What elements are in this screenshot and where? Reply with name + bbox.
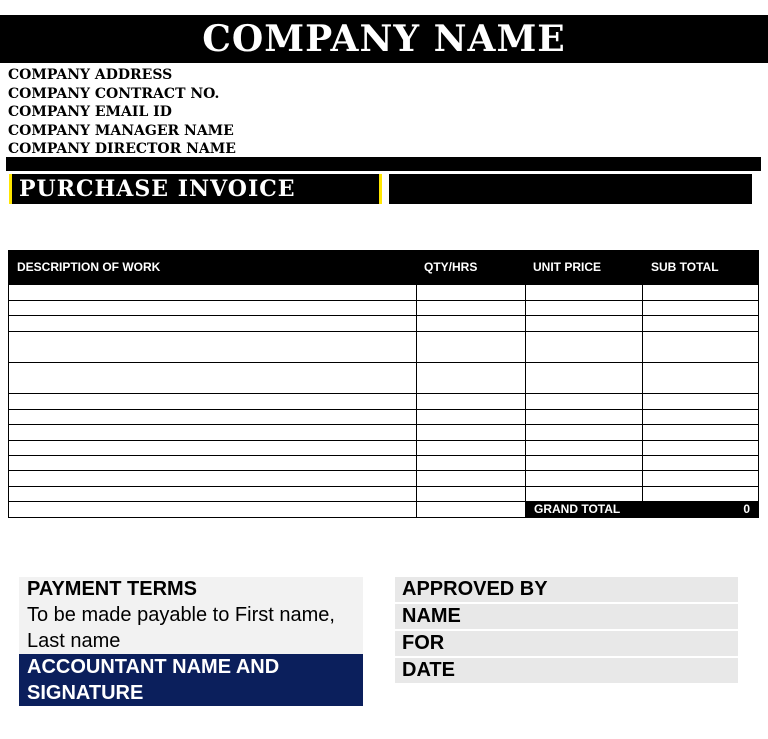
header-sub-total: SUB TOTAL [651, 260, 719, 274]
approved-by-label: APPROVED BY [395, 577, 738, 602]
invoice-title-box [9, 174, 382, 204]
approval-date-field[interactable]: DATE [395, 658, 738, 683]
grand-total-value: 0 [743, 502, 750, 516]
company-contract-no: COMPANY CONTRACT NO. [8, 85, 220, 102]
table-header [8, 250, 759, 285]
accountant-signature-field[interactable]: ACCOUNTANT NAME AND SIGNATURE [19, 654, 363, 706]
separator-bar [6, 157, 761, 171]
company-address: COMPANY ADDRESS [8, 67, 173, 83]
grand-total-cell [525, 501, 759, 518]
company-name: COMPANY NAME [202, 18, 566, 60]
header-qty: QTY/HRS [424, 260, 478, 274]
company-name-banner [0, 15, 768, 63]
company-info [8, 66, 236, 159]
approval-section [395, 577, 738, 685]
company-email-id: COMPANY EMAIL ID [8, 104, 172, 120]
approval-name-field[interactable]: NAME [395, 604, 738, 629]
company-director-name: COMPANY DIRECTOR NAME [8, 141, 236, 157]
grand-total-label: GRAND TOTAL [534, 502, 621, 516]
header-unit-price: UNIT PRICE [533, 260, 602, 274]
invoice-number-box[interactable] [389, 174, 752, 204]
invoice-title: PURCHASE INVOICE [19, 176, 296, 202]
header-description: DESCRIPTION OF WORK [17, 260, 161, 274]
payment-terms-title: PAYMENT TERMS [27, 578, 198, 600]
approval-for-field[interactable]: FOR [395, 631, 738, 656]
line-items-grid[interactable] [8, 285, 759, 518]
company-manager-name: COMPANY MANAGER NAME [8, 122, 234, 139]
payment-terms-text: To be made payable to First name, Last name [27, 604, 335, 652]
payment-terms-section [19, 577, 363, 706]
